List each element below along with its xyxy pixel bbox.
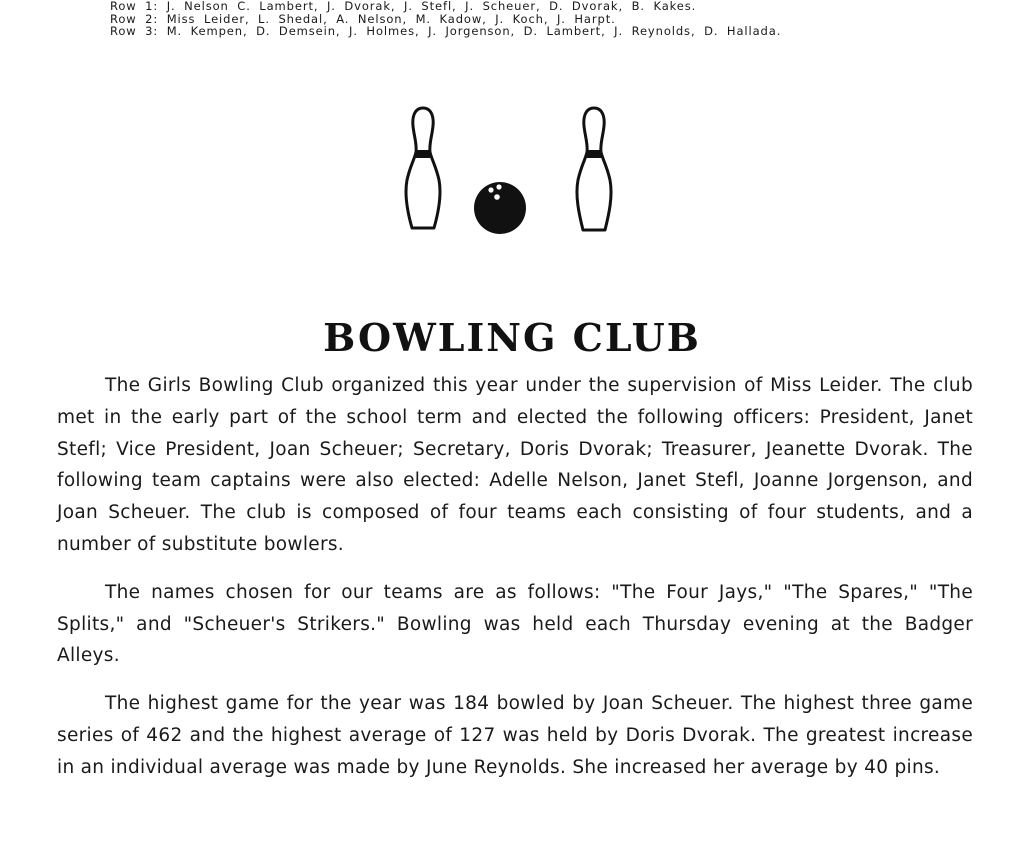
article-body (57, 370, 973, 800)
caption-row-1: Row 1: J. Nelson C. Lambert, J. Dvorak, J. Stefl, J. Scheuer, D. Dvorak, B. Kakes. (110, 0, 697, 13)
paragraph-records: The highest game for the year was 184 bowled by Joan Scheuer. The highest three game series of 462 and the highest average of 127 was held by Doris Dvorak. The greatest increase in an individual average was made by June Reynolds. She increased her average by 40 pins. (57, 693, 973, 778)
bowling-pin-icon (406, 108, 440, 228)
paragraph-team-names: The names chosen for our teams are as follows: "The Four Jays," "The Spares," "The Splits," and "Scheuer's Strikers." Bowling was held each Thursday evening at the Badger Alleys. (57, 581, 973, 667)
page-title: BOWLING CLUB (323, 315, 701, 361)
photo-caption (110, 0, 930, 38)
bowling-pin-icon (577, 108, 611, 230)
paragraph-club-organization: The Girls Bowling Club organized this year under the supervision of Miss Leider. The club met in the early part of the school term and elected the following officers: President, Janet Stefl; Vice President, Joan Scheuer; Secretary, Doris Dvorak; Treasurer, Jeanette Dvorak. The following team captains were also elected: Adelle Nelson, Janet Stefl, Joanne Jorgenson, and Joan Scheuer. The club is composed of four teams each consisting of four students, and a number of substitute bowlers. (57, 375, 973, 555)
bowling-ball-icon (474, 182, 526, 234)
bowling-emblem (398, 104, 628, 240)
caption-row-2: Row 2: Miss Leider, L. Shedal, A. Nelson, M. Kadow, J. Koch, J. Harpt. (110, 11, 616, 26)
caption-row-3: Row 3: M. Kempen, D. Demsein, J. Holmes, J. Jorgenson, D. Lambert, J. Reynolds, D. Hallada. (110, 24, 782, 38)
